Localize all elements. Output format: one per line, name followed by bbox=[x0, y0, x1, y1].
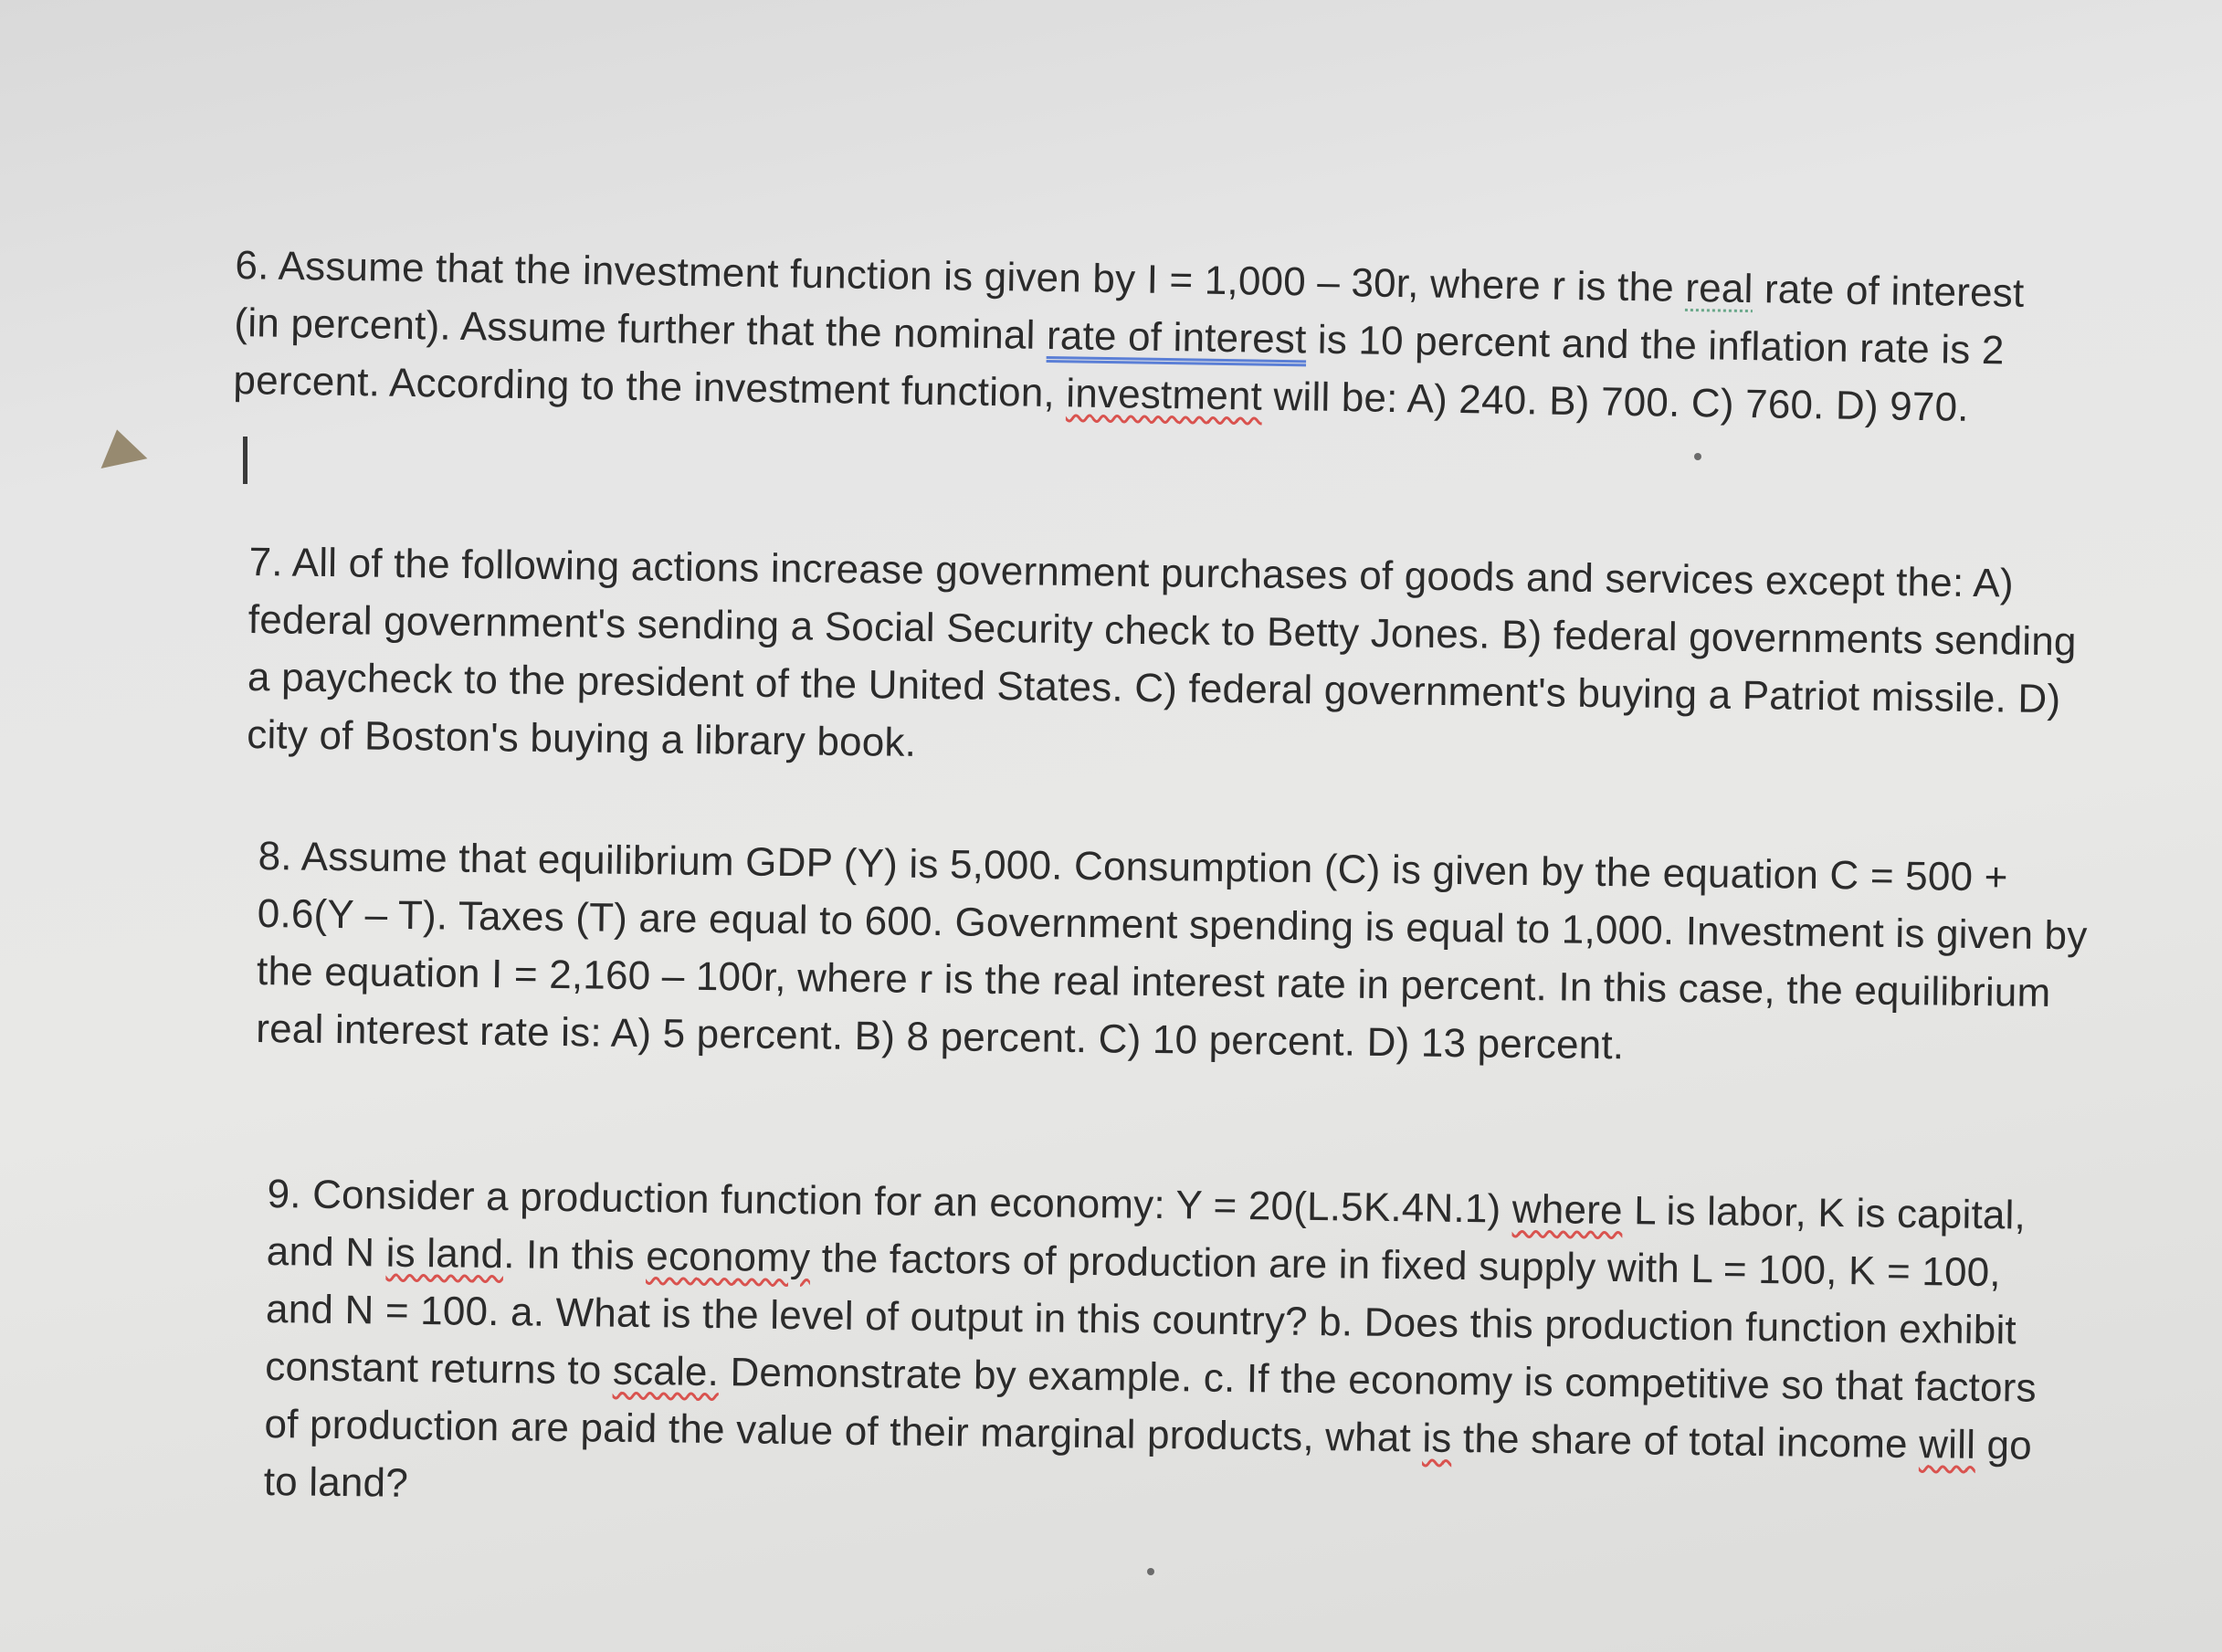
grammar-flag-real[interactable]: real bbox=[1684, 265, 1753, 312]
spelling-flag-will[interactable]: will bbox=[1918, 1422, 1976, 1468]
question-text: . In this bbox=[502, 1232, 647, 1279]
spelling-flag-economy[interactable]: economy bbox=[646, 1234, 811, 1281]
question-9[interactable] bbox=[263, 1165, 2057, 1532]
question-text: is 10 percent and the inflation rate is 2 percent. According to the investment function, bbox=[233, 317, 2005, 416]
question-text: the factors of production are in fixed supply with L = 100, K = 100, and N = 100. a. What is the level of output in this country? b. Does this production function exhibit constant returns to bbox=[265, 1236, 2017, 1394]
question-7[interactable] bbox=[247, 533, 2094, 786]
question-text: will be: A) 240. B) 700. C) 760. D) 970. bbox=[1261, 374, 1970, 430]
question-text: the share of total income bbox=[1451, 1415, 1920, 1468]
spelling-flag-where[interactable]: where bbox=[1511, 1186, 1623, 1234]
question-text: Demonstrate by example. c. If the economy is competitive so that factors of production are paid the value of their marginal products, what bbox=[264, 1350, 2038, 1461]
question-text: 6. Assume that the investment function is given by I = 1,000 – 30r, where r is the bbox=[235, 242, 1686, 310]
question-text: L is labor, K is capital, and N bbox=[266, 1188, 2027, 1276]
spelling-flag-is[interactable]: is bbox=[1422, 1415, 1452, 1461]
question-8[interactable] bbox=[256, 827, 2094, 1080]
question-text: 8. Assume that equilibrium GDP (Y) is 5,000. Consumption (C) is given by the equation C = 500 + 0.6(Y – T). Taxes (T) are equal to 600. Government spending is equal to 1,000. Investment is given by the equation I = 2,160 – 100r, where r is the real interest rate in percent. In this case, the equilibrium real interest rate is: A) 5 percent. B) 8 percent. C) 10 percent. D) 13 percent. bbox=[256, 833, 2088, 1068]
spelling-flag-is-land[interactable]: is land bbox=[385, 1230, 504, 1278]
spelling-flag-scale[interactable]: scale. bbox=[612, 1348, 720, 1395]
question-text: 7. All of the following actions increase government purchases of goods and services except the: A) federal government's sending a Social Security check to Betty Jones. B) federal governments sending a paycheck to the president of the United States. C) federal government's buying a Patriot missile. D) city of Boston's buying a library book. bbox=[247, 539, 2077, 765]
mouse-pointer-icon bbox=[94, 425, 148, 468]
question-6[interactable] bbox=[233, 237, 2080, 438]
grammar-flag-rate-of-interest[interactable]: rate of interest bbox=[1046, 312, 1307, 363]
question-text: rate of interest (in percent). Assume further that the nominal bbox=[234, 267, 2025, 358]
question-text: go to land? bbox=[263, 1422, 2033, 1506]
text-cursor bbox=[243, 437, 247, 484]
spelling-flag-investment[interactable]: investment bbox=[1065, 371, 1263, 419]
screen-speck bbox=[1694, 453, 1701, 460]
screen-speck bbox=[1147, 1568, 1154, 1575]
question-text: 9. Consider a production function for an economy: Y = 20(L.5K.4N.1) bbox=[267, 1171, 1513, 1232]
